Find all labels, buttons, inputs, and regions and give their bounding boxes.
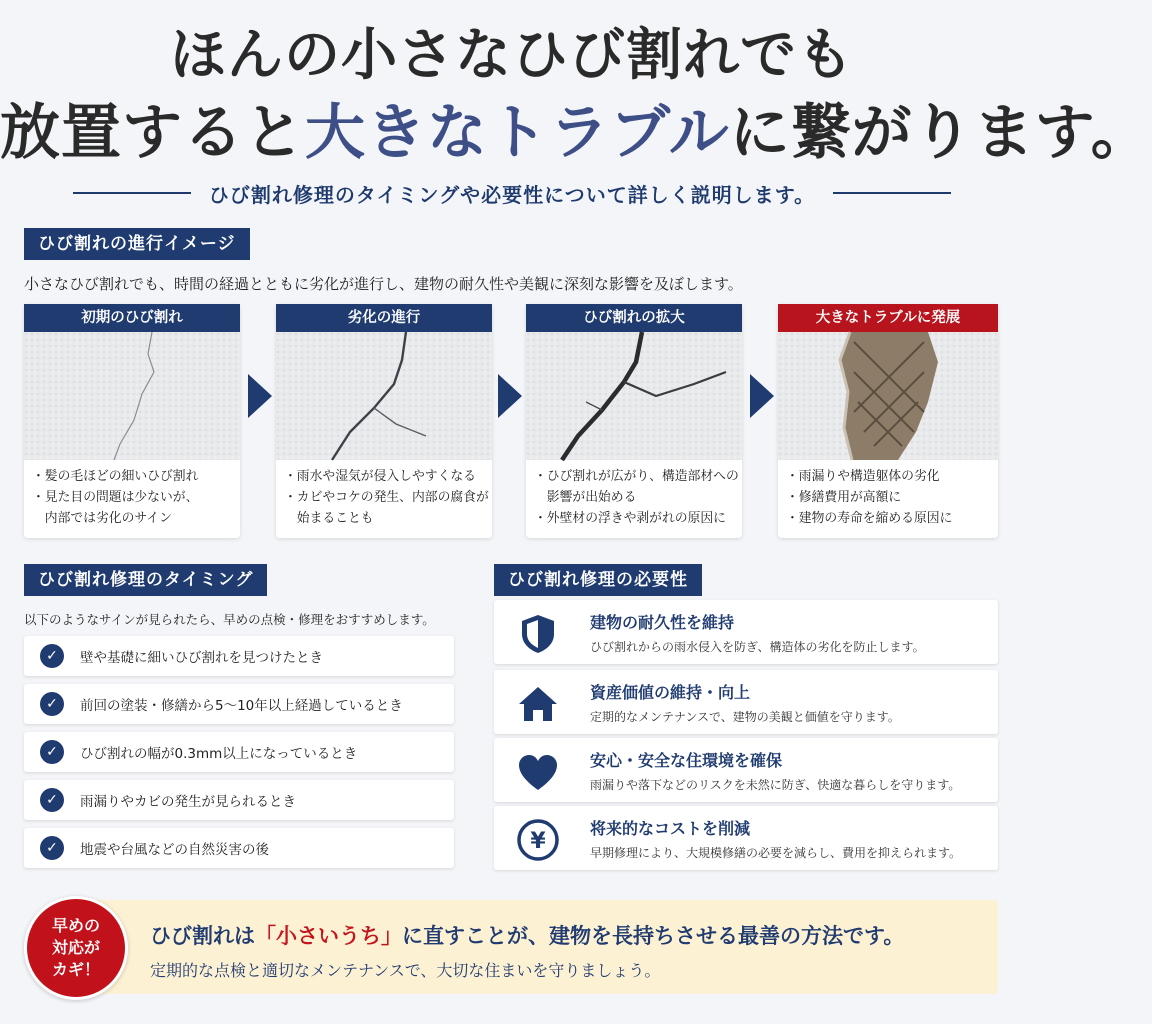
necessity-item-desc: 雨漏りや落下などのリスクを未然に防ぎ、快適な暮らしを守ります。 [590, 778, 961, 792]
headline-line2-pre: 放置すると [0, 98, 305, 168]
summary-line1-pre: ひび割れは [150, 924, 255, 948]
subtitle-row [0, 176, 1024, 210]
divider-left [73, 192, 191, 194]
arrow-right-icon [750, 374, 774, 418]
stage-card-deterioration [276, 304, 492, 538]
badge-line: 早めの [51, 916, 100, 935]
stage-bullet: ・カビやコケの発生、内部の腐食が [284, 490, 489, 505]
stage-title: ひび割れの拡大 [526, 304, 742, 332]
headline-line2-accent: 大きなトラブル [305, 98, 730, 168]
headline-line2 [0, 92, 1152, 174]
badge-line: カギ！ [51, 960, 100, 979]
shield-icon [516, 612, 560, 656]
necessity-item-title: 将来的なコストを削減 [590, 819, 751, 838]
stage-bullet: ・雨漏りや構造躯体の劣化 [786, 469, 940, 484]
summary-line1-post: に直すことが、建物を長持ちさせる最善の方法です。 [402, 924, 905, 948]
divider-right [833, 192, 951, 194]
stage-bullet: ・髪の毛ほどの細いひび割れ [32, 469, 199, 484]
summary-banner [96, 900, 998, 994]
necessity-item-title: 資産価値の維持・向上 [590, 683, 751, 702]
arrow-right-icon [248, 374, 272, 418]
crack-image-major-trouble [778, 332, 998, 460]
arrow-right-icon [498, 374, 522, 418]
svg-text:¥: ¥ [530, 829, 546, 854]
necessity-item-title: 建物の耐久性を維持 [590, 613, 735, 632]
stage-bullet: ・外壁材の浮きや剥がれの原因に [534, 511, 726, 526]
stage-title: 大きなトラブルに発展 [778, 304, 998, 332]
timing-item [24, 780, 454, 820]
stage-bullet: ・見た目の問題は少ないが、 [32, 490, 199, 505]
timing-item-text: 壁や基礎に細いひび割れを見つけたとき [80, 650, 323, 666]
check-circle-icon: ✓ [40, 788, 64, 812]
necessity-item [494, 738, 998, 802]
timing-section-tag: ひび割れ修理のタイミング [24, 564, 267, 596]
house-icon [516, 682, 560, 726]
headline-line2-post: に繋がります。 [729, 98, 1152, 168]
badge-line: 対応が [51, 938, 100, 957]
crack-image-initial [24, 332, 240, 460]
timing-item [24, 828, 454, 868]
stage-bullet: 始まることも [284, 511, 374, 526]
necessity-item [494, 600, 998, 664]
timing-item [24, 732, 454, 772]
necessity-item-title: 安心・安全な住環境を確保 [590, 751, 783, 770]
check-circle-icon: ✓ [40, 692, 64, 716]
crack-image-deterioration [276, 332, 492, 460]
necessity-item-desc: 定期的なメンテナンスで、建物の美観と価値を守ります。 [590, 710, 900, 724]
timing-item-text: 雨漏りやカビの発生が見られるとき [80, 794, 296, 810]
necessity-item-desc: 早期修理により、大規模修繕の必要を減らし、費用を抑えられます。 [590, 846, 962, 860]
subtitle: ひび割れ修理のタイミングや必要性について詳しく説明します。 [208, 182, 816, 207]
necessity-item-desc: ひび割れからの雨水侵入を防ぎ、構造体の劣化を防止します。 [590, 640, 925, 654]
summary-line2: 定期的な点検と適切なメンテナンスで、大切な住まいを守りましょう。 [150, 961, 661, 980]
timing-item [24, 636, 454, 676]
headline-line1: ほんの小さなひび割れでも [170, 22, 854, 88]
timing-description: 以下のようなサインが見られたら、早めの点検・修理をおすすめします。 [24, 612, 435, 627]
stage-title: 初期のひび割れ [24, 304, 240, 332]
headline [0, 18, 1152, 174]
summary-line1 [150, 920, 904, 950]
heart-icon [516, 750, 560, 794]
timing-item [24, 684, 454, 724]
stage-card-major-trouble [778, 304, 998, 538]
stage-bullet: ・修繕費用が高額に [786, 490, 902, 505]
progress-description: 小さなひび割れでも、時間の経過とともに劣化が進行し、建物の耐久性や美観に深刻な影響を及ぼします。 [24, 275, 743, 293]
stage-title: 劣化の進行 [276, 304, 492, 332]
timing-item-text: ひび割れの幅が0.3mm以上になっているとき [80, 746, 358, 762]
crack-image-expansion [526, 332, 742, 460]
stage-bullet: ・建物の寿命を縮める原因に [786, 511, 953, 526]
stage-bullet: ・ひび割れが広がり、構造部材への [534, 469, 739, 484]
timing-item-text: 地震や台風などの自然災害の後 [80, 842, 269, 858]
check-circle-icon: ✓ [40, 644, 64, 668]
timing-item-text: 前回の塗装・修繕から5〜10年以上経過しているとき [80, 698, 403, 714]
stage-bullet: ・雨水や湿気が侵入しやすくなる [284, 469, 476, 484]
check-circle-icon: ✓ [40, 836, 64, 860]
necessity-item [494, 670, 998, 734]
stage-bullet: 内部では劣化のサイン [32, 511, 172, 526]
necessity-section-tag: ひび割れ修理の必要性 [494, 564, 702, 596]
stage-card-expansion [526, 304, 742, 538]
progress-section-tag: ひび割れの進行イメージ [24, 228, 250, 260]
stage-card-initial [24, 304, 240, 538]
check-circle-icon: ✓ [40, 740, 64, 764]
necessity-item [494, 806, 998, 870]
early-action-badge [24, 896, 128, 1000]
yen-icon [516, 818, 560, 862]
stage-bullet: 影響が出始める [534, 490, 637, 505]
summary-line1-highlight: 「小さいうち」 [255, 924, 402, 948]
